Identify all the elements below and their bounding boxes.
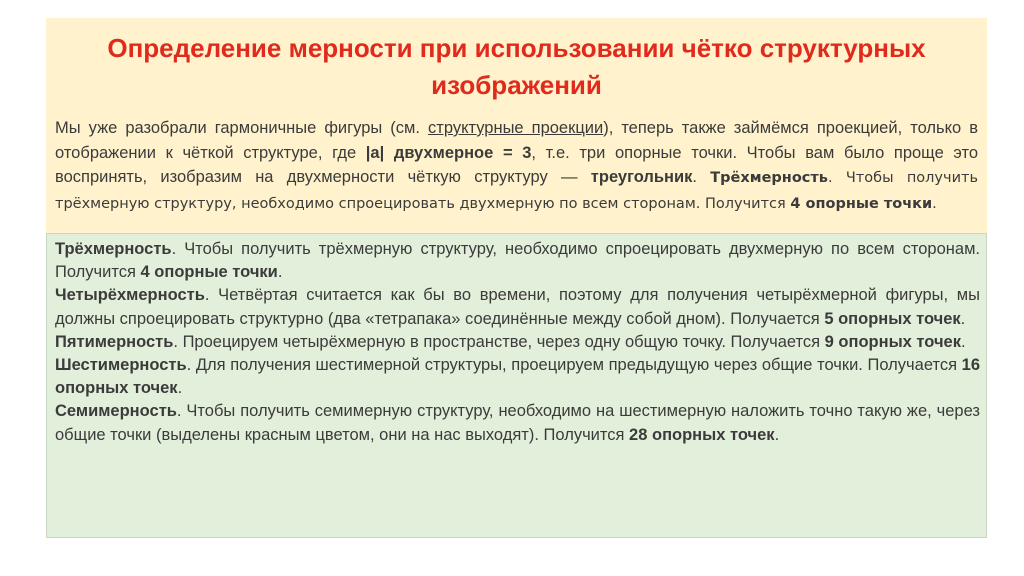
intro-four-points: 4 опорные точки	[790, 195, 933, 212]
dimension-result: 9 опорных точек	[824, 332, 961, 351]
dimension-term: Пятимерность	[55, 332, 174, 351]
intro-text-3: , т.е. три опорные точки. Чтобы вам было проще это воспринять, изобразим на двухмерности чёткую структуру —	[55, 143, 978, 186]
dimension-result: 28 опорных точек	[629, 425, 775, 444]
intro-text-1: Мы уже разобрали гармоничные фигуры (см.	[55, 119, 429, 137]
dimension-item	[55, 354, 980, 400]
slide-title: Определение мерности при использовании чётко структурных изображений	[107, 33, 926, 100]
dimension-end: .	[960, 309, 966, 328]
dimension-term: Трёхмерность	[55, 240, 172, 258]
intro-formula: |a| двухмерное = 3	[365, 143, 532, 162]
structural-projections-link[interactable]: структурные проекции	[428, 119, 604, 137]
slide-bottom-panel	[46, 233, 987, 538]
dimension-term: Шестимерность	[55, 356, 187, 375]
dimension-term: Семимерность	[55, 402, 177, 421]
dimension-result: 16 опорных точек	[55, 356, 980, 398]
dimension-term: Четырёхмерность	[55, 286, 205, 305]
dimension-result: 5 опорных точек	[824, 309, 961, 328]
intro-triangle: треугольник	[590, 168, 693, 186]
dimensions-list	[55, 238, 980, 447]
intro-text-6: .	[932, 195, 937, 212]
dimension-item	[55, 238, 980, 284]
intro-text-5: . Чтобы получить трёхмерную структуру, необходимо спроецировать двухмерную по всем сторонам. Получится	[55, 170, 979, 212]
dimension-text: . Четвёртая считается как бы во времени, поэтому для получения четырёхмерной фигуры, мы должны спроецировать структурно (два «тетрапака» соединённые между собой дном). Получается	[55, 286, 980, 328]
intro-paragraph	[55, 116, 978, 216]
dimension-text: . Проецируем четырёхмерную в пространстве, через одну общую точку. Получается	[173, 332, 825, 351]
dimension-end: .	[774, 425, 780, 444]
dimension-result: 4 опорные точки	[140, 263, 278, 282]
dimension-item	[55, 284, 980, 330]
dimension-end: .	[177, 379, 183, 398]
intro-text-4: .	[692, 168, 711, 186]
dimension-text: . Для получения шестимерной структуры, проецируем предыдущую через общие точки. Получается	[186, 356, 962, 375]
dimension-item	[55, 400, 980, 446]
dimension-text: . Чтобы получить семимерную структуру, необходимо на шестимерную наложить точно такую же, через общие точки (выделены красным цветом, они на нас выходят). Получится	[55, 402, 980, 444]
dimension-end: .	[960, 332, 966, 351]
dimension-item	[55, 331, 980, 354]
dimension-end: .	[277, 263, 283, 282]
intro-text-2: ), теперь также займёмся проекцией, только в отображении к чёткой структуре, где	[55, 119, 978, 162]
intro-three-dim-term: Трёхмерность	[710, 170, 828, 186]
dimension-text: . Чтобы получить трёхмерную структуру, необходимо спроецировать двухмерную по всем сторонам. Получится	[55, 240, 980, 282]
slide-top-panel	[46, 18, 987, 235]
